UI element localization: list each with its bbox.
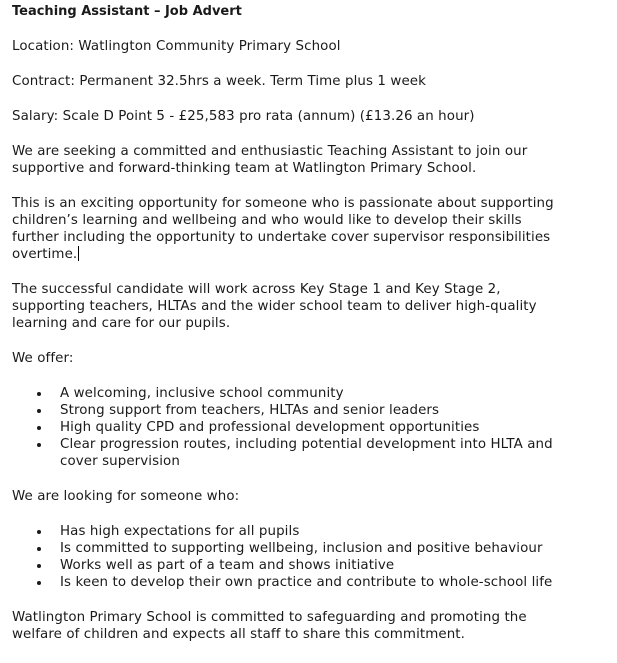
text-line: supportive and forward-thinking team at Watlington Primary School. (12, 161, 477, 176)
text-line: supporting teachers, HLTAs and the wider school team to deliver high-quality (12, 299, 537, 314)
offer-item: A welcoming, inclusive school community (12, 385, 605, 402)
offer-list (12, 385, 605, 470)
looking-list (12, 523, 605, 591)
text-line: welfare of children and expects all staff to share this commitment. (12, 627, 466, 642)
text-line: We are seeking a committed and enthusiastic Teaching Assistant to join our (12, 144, 528, 159)
text-line-with-cursor (12, 246, 605, 263)
text-line: further including the opportunity to undertake cover supervisor responsibilities (12, 230, 551, 245)
document-title: Teaching Assistant – Job Advert (12, 4, 242, 19)
text-line: overtime. (12, 247, 78, 262)
offer-item: Strong support from teachers, HLTAs and senior leaders (12, 402, 605, 419)
safeguarding-paragraph (12, 609, 605, 643)
looking-item: Works well as part of a team and shows initiative (12, 557, 605, 574)
salary-line: Salary: Scale D Point 5 - £25,583 pro rata (annum) (£13.26 an hour) (12, 109, 475, 124)
location-line: Location: Watlington Community Primary School (12, 39, 341, 54)
text-line: cover supervision (60, 454, 180, 469)
contract-line: Contract: Permanent 32.5hrs a week. Term Time plus 1 week (12, 74, 426, 89)
offer-heading: We offer: (12, 351, 74, 366)
opportunity-paragraph (12, 195, 605, 263)
looking-heading: We are looking for someone who: (12, 489, 240, 504)
text-line: This is an exciting opportunity for someone who is passionate about supporting (12, 196, 554, 211)
looking-item: Is committed to supporting wellbeing, inclusion and positive behaviour (12, 540, 605, 557)
text-line: children’s learning and wellbeing and who would like to develop their skills (12, 213, 522, 228)
offer-item (12, 436, 605, 470)
intro-paragraph (12, 143, 605, 177)
text-line: Clear progression routes, including potential development into HLTA and (60, 437, 553, 452)
candidate-paragraph (12, 281, 605, 332)
text-line: learning and care for our pupils. (12, 316, 231, 331)
text-cursor (78, 246, 79, 261)
offer-item: High quality CPD and professional development opportunities (12, 419, 605, 436)
looking-item: Is keen to develop their own practice and contribute to whole-school life (12, 574, 605, 591)
looking-item: Has high expectations for all pupils (12, 523, 605, 540)
text-line: The successful candidate will work across Key Stage 1 and Key Stage 2, (12, 282, 501, 297)
text-line: Watlington Primary School is committed to safeguarding and promoting the (12, 610, 527, 625)
